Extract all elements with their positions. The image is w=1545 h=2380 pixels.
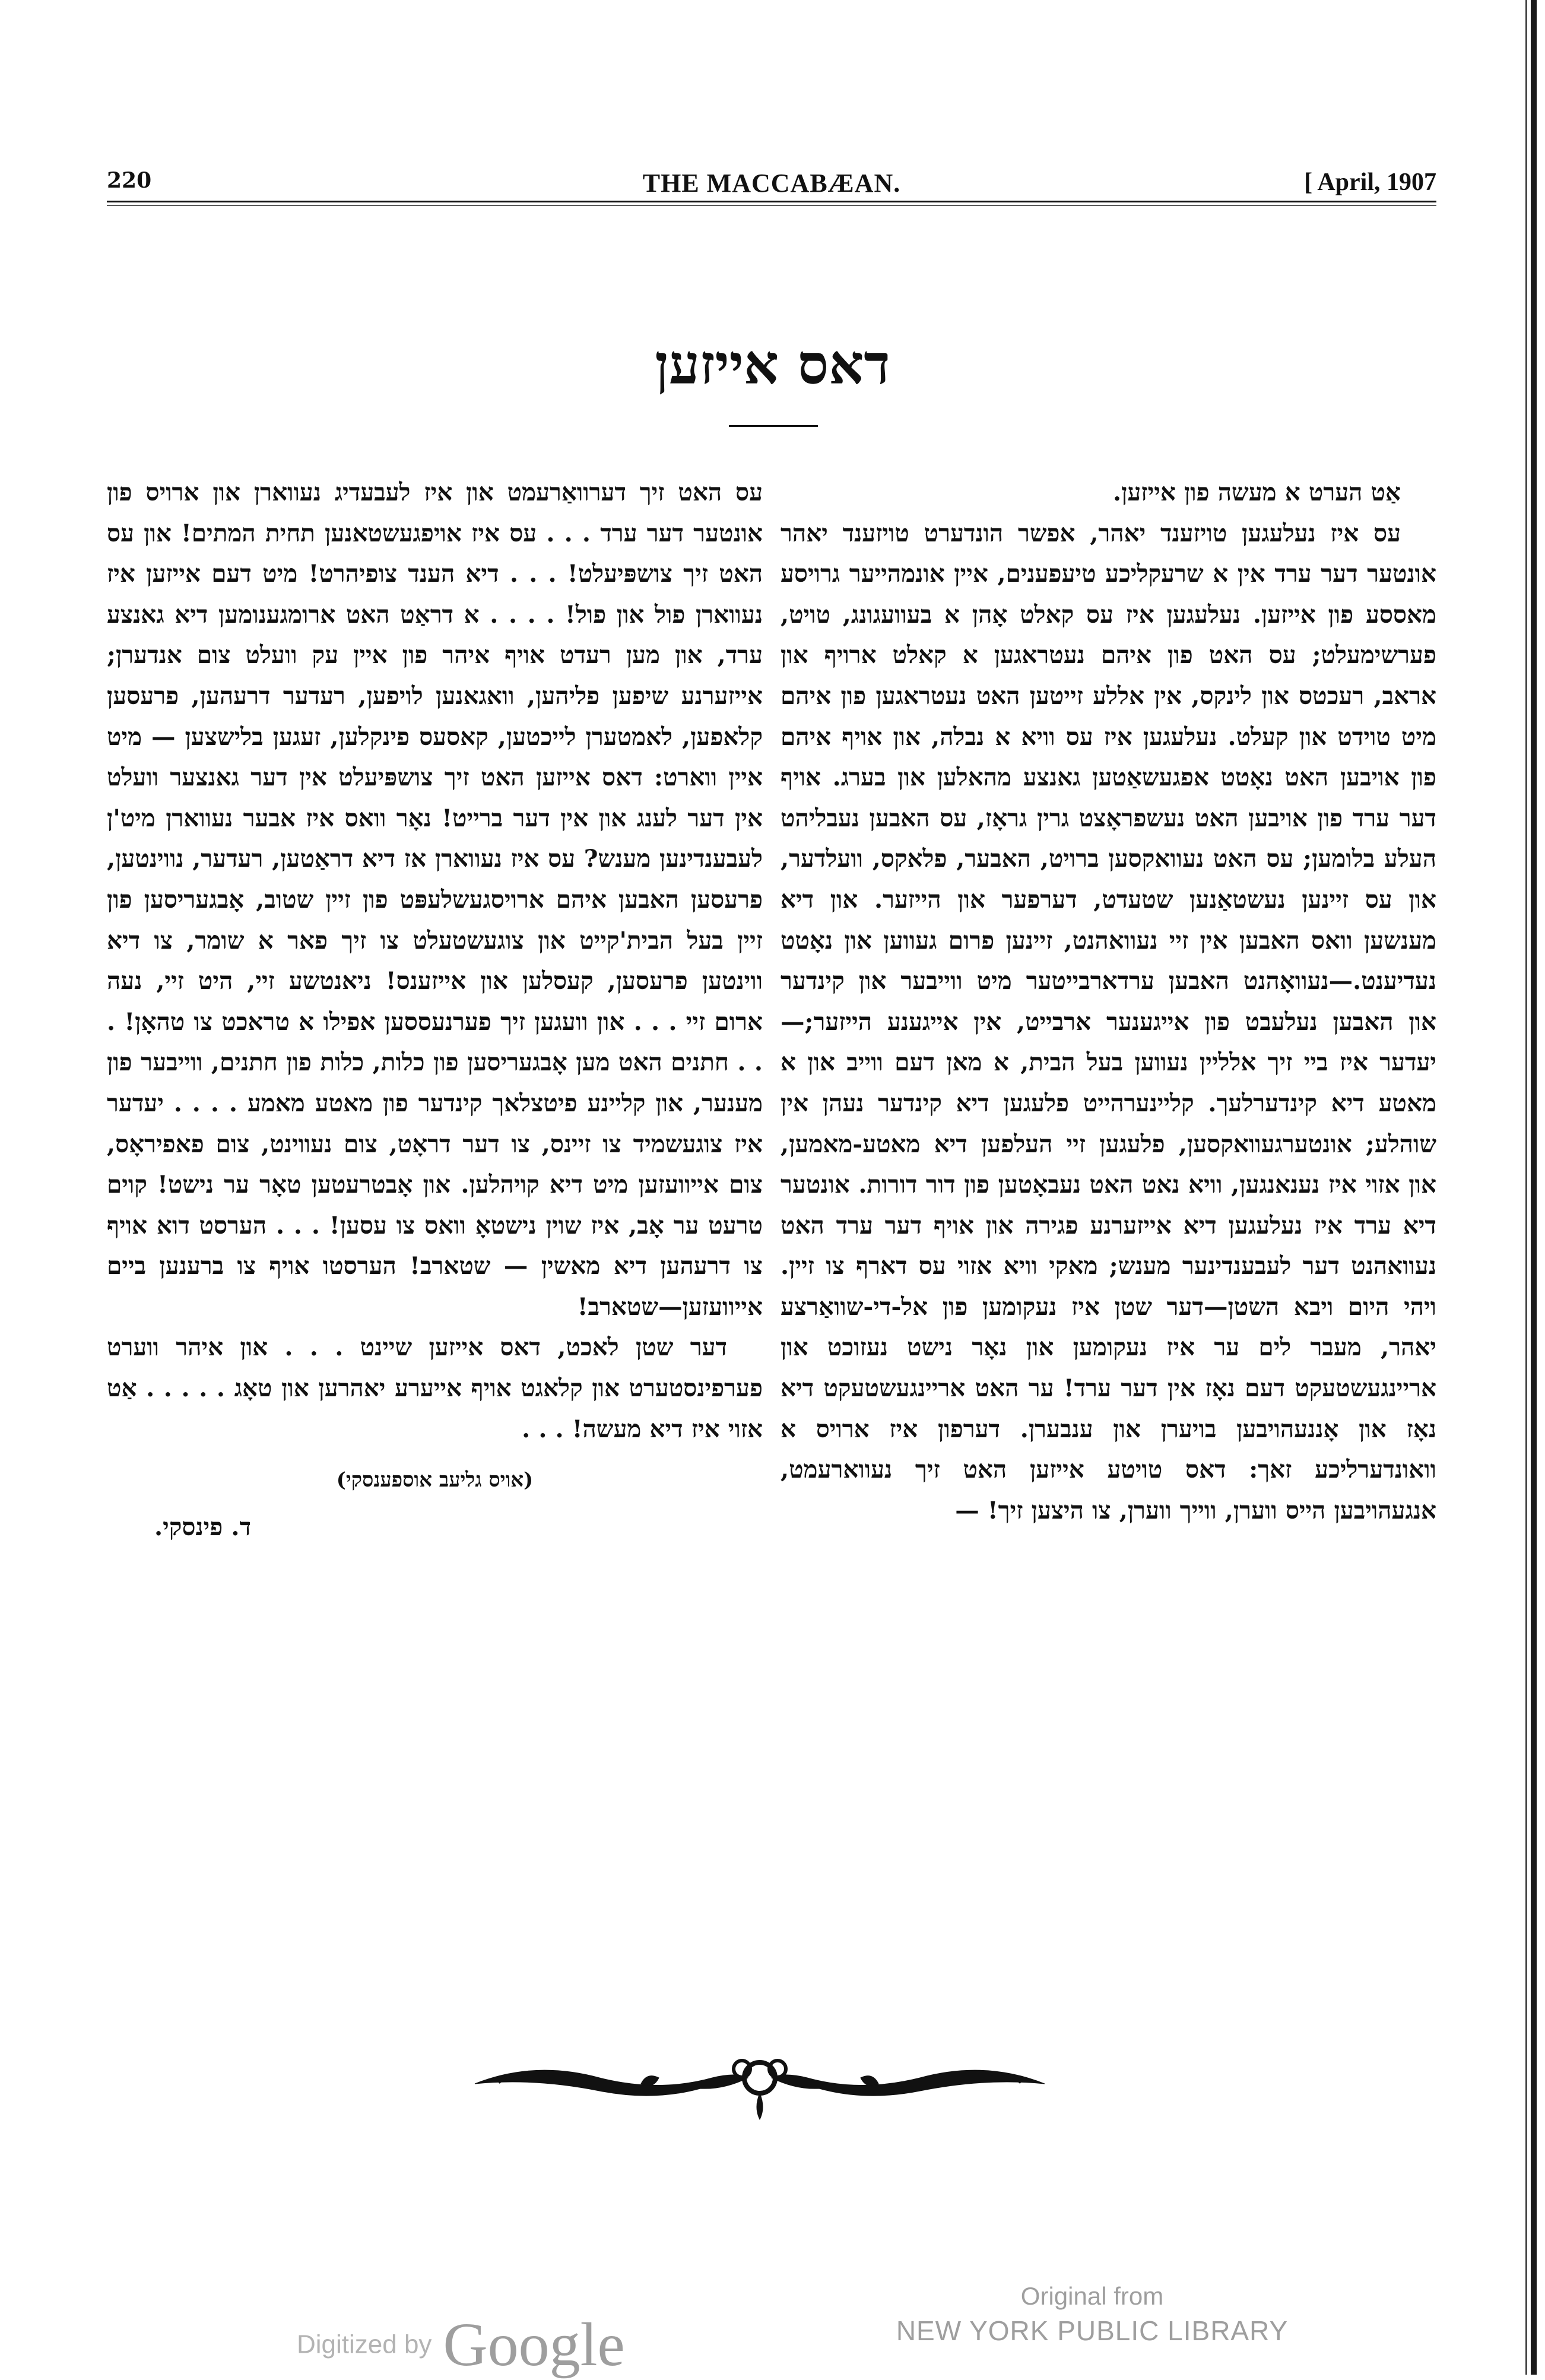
library-name: NEW YORK PUBLIC LIBRARY — [896, 2315, 1289, 2346]
digitized-by — [297, 2309, 625, 2379]
original-from-label: Original from — [1020, 2282, 1164, 2310]
left-column — [107, 472, 763, 1547]
paragraph: עס איז נעלעגען טויזענד יאהר, אפשר הונדערט טויזענד יאהר אונטער דער ערד אין א שרעקליכע טיעפענים, איין אונמהייער גרויסע מאססע פון אייזען. נעלעגען איז עס קאלט אָהן א בעוועגונג, טויט, פערשימעלט; עס האט פון איהם נעטראגען א קאלט ארויף און אראב, רעכטס און לינקס, אין אללע זייטען האט נעטראגען פון איהם מיט טוידט און קעלט. נעלעגען איז עס וויא א נבלה, און אויף איהם פון אויבען האט נאָטט אפגעשאַטען גאנצע מהאלען און בערג. אויף דער ערד פון אויבען האט נעשפראָצט גרין גראָז, עס האבען נעבליהט העלע בלומען; עס האט נעוואקסען ברויט, האבער, פלאקס, וועלדער, און עס זיינען נעשטאַנען שטעדט, דערפער און הייזער. און דיא מענשען וואס האבען אין זיי נעוואהנט, זיינען פרום געווען און נאָטט נעדיענט.—נעוואָהנט האבען ערדארבייטער מיט ווייבער און קינדער און האבען נעלעבט פון אייגענער ארבייט, אין אייגענע הייזער;—יעדער איז ביי זיך אלליין נעווען בעל הבית, א מאן דעם ווייב און א מאטע דיא קינדערלעך. קליינערהייט פלעגען דיא קינדער נעהן אין שוהלע; אונטערגעוואקסען, פלעגען זיי העלפען דיא מאטע-מאמען, און אזוי איז נענאנגען, וויא נאט האט נעבאָטען פון דור דורות. אונטער דיא ערד איז נעלעגען דיא אייזערנע פגירה און אויף דער ערד האט נעוואהנט דער לעבענדינער מענש; מאקי וויא אזוי עס דארף צו זיין. ויהי היום ויבא השטן—דער שטן איז נעקומען פון אל-די-שוואַרצע יאהר, מעבר לים ער איז נעקומען און נאָר נישט נעזוכט און אריינגעשטעקט דעם נאָז אין דער ערד! ער האט אריינגעשטעקט דיא נאָז און אָננעהויבען בויערן און ענבערן. דערפון איז ארויס א וואונדערליכע זאך: דאס טויטע אייזען האט זיך נעווארעמט, אנגעהויבען הייס ווערן, ווייך ווערן, צו היצען זיך! — — [781, 518, 1436, 1525]
header-rule-thin — [107, 205, 1436, 206]
digitized-label: Digitized by — [297, 2330, 432, 2359]
right-column — [781, 472, 1436, 1530]
issue-date: [ April, 1907 — [1304, 169, 1436, 196]
ornament-icon — [463, 2036, 1057, 2131]
page-number: 220 — [107, 168, 152, 193]
google-logo: Google — [443, 2311, 625, 2379]
paragraph: אַט הערט א מעשה פון אייזען. — [1112, 478, 1401, 506]
title-rule — [729, 425, 818, 427]
header-rule — [107, 201, 1436, 202]
running-head — [107, 168, 1436, 204]
paragraph: עס האט זיך דערוואַרעמט און איז לעבעדיג נעווארן און ארויס פון אונטער דער ערד . . . עס איז אויפגעשטאנען תחית המתים! און עס האט זיך צושפּיעלט! . . . דיא הענד צופיהרט! מיט דעם אייזען איז נעווארן פול און פול! . . . . א דראַט האט ארומגענומען דיא גאנצע ערד, און מען רעדט אויף איהר פון איין עק וועלט צום אנדערן; אייזערנע שיפען פליהען, וואגאנען לויפען, רעדער דרעהען, פרעסען קלאפען, לאמטערן לייכטען, קאסעס פינקלען, זעגען בלישצען — מיט איין ווארט: דאס אייזען האט זיך צושפּיעלט אין דער גאנצער וועלט אין דער לענג און אין דער ברייט! נאָר וואס איז אבער נעווארן מיט'ן לעבענדינען מענש? עס איז נעווארן אז דיא דראַטען, רעדער, נווינטען, פרעסען האבען איהם ארויסגעשלעפּט פון זיין שטוב, אָבגעריסען פון זיין בעל הבית'קייט און צוגעשטעלט צו זיך פאר א שומר, צו דיא ווינטען פרעסען, קעסלען און אייזענס! ניאנטשע זיי, היט זיי, נעה ארום זיי . . . און וועגען זיך פערנעססען אפילו א טראכט צו טהאָן! . . . חתנים האט מען אָבגעריסען פון כלות, כלות פון חתנים, ווייבער פון מענער, און קליינע פיטצלאך קינדער פון מאטע מאמע . . . . יעדער איז צוגעשמיד צו זיינס, צו דער דראָט, צום נעווינט, צום פאפיראָס, צום אייוועזען מיט דיא קויהלען. און אָבטרעטען טאָר ער נישט! קוים טרעט ער אָב, איז שוין נישטאָ וואס צו עסען! . . . הערסט דוא אויף צו דרעהען דיא מאשין — שטארב! הערסטו אויף צו ברענען ביים אייוועזען—שטארב! — [107, 478, 763, 1321]
journal-title: THE MACCABÆAN. — [642, 169, 901, 198]
author-signature: ד. פינסקי. — [154, 1512, 251, 1541]
article-title: דאס אייזען — [655, 332, 890, 397]
library-credit — [878, 2280, 1306, 2349]
paragraph: דער שטן לאכט, דאס אייזען שיינט . . . און איהר ווערט פערפינסטערט און קלאגט אויף אייערע יאהרען און טאָג . . . . . אַט אזוי איז דיא מעשה! . . . — [107, 1333, 763, 1443]
translator-note: (אויס גליעב אוספענסקי) — [336, 1468, 534, 1492]
